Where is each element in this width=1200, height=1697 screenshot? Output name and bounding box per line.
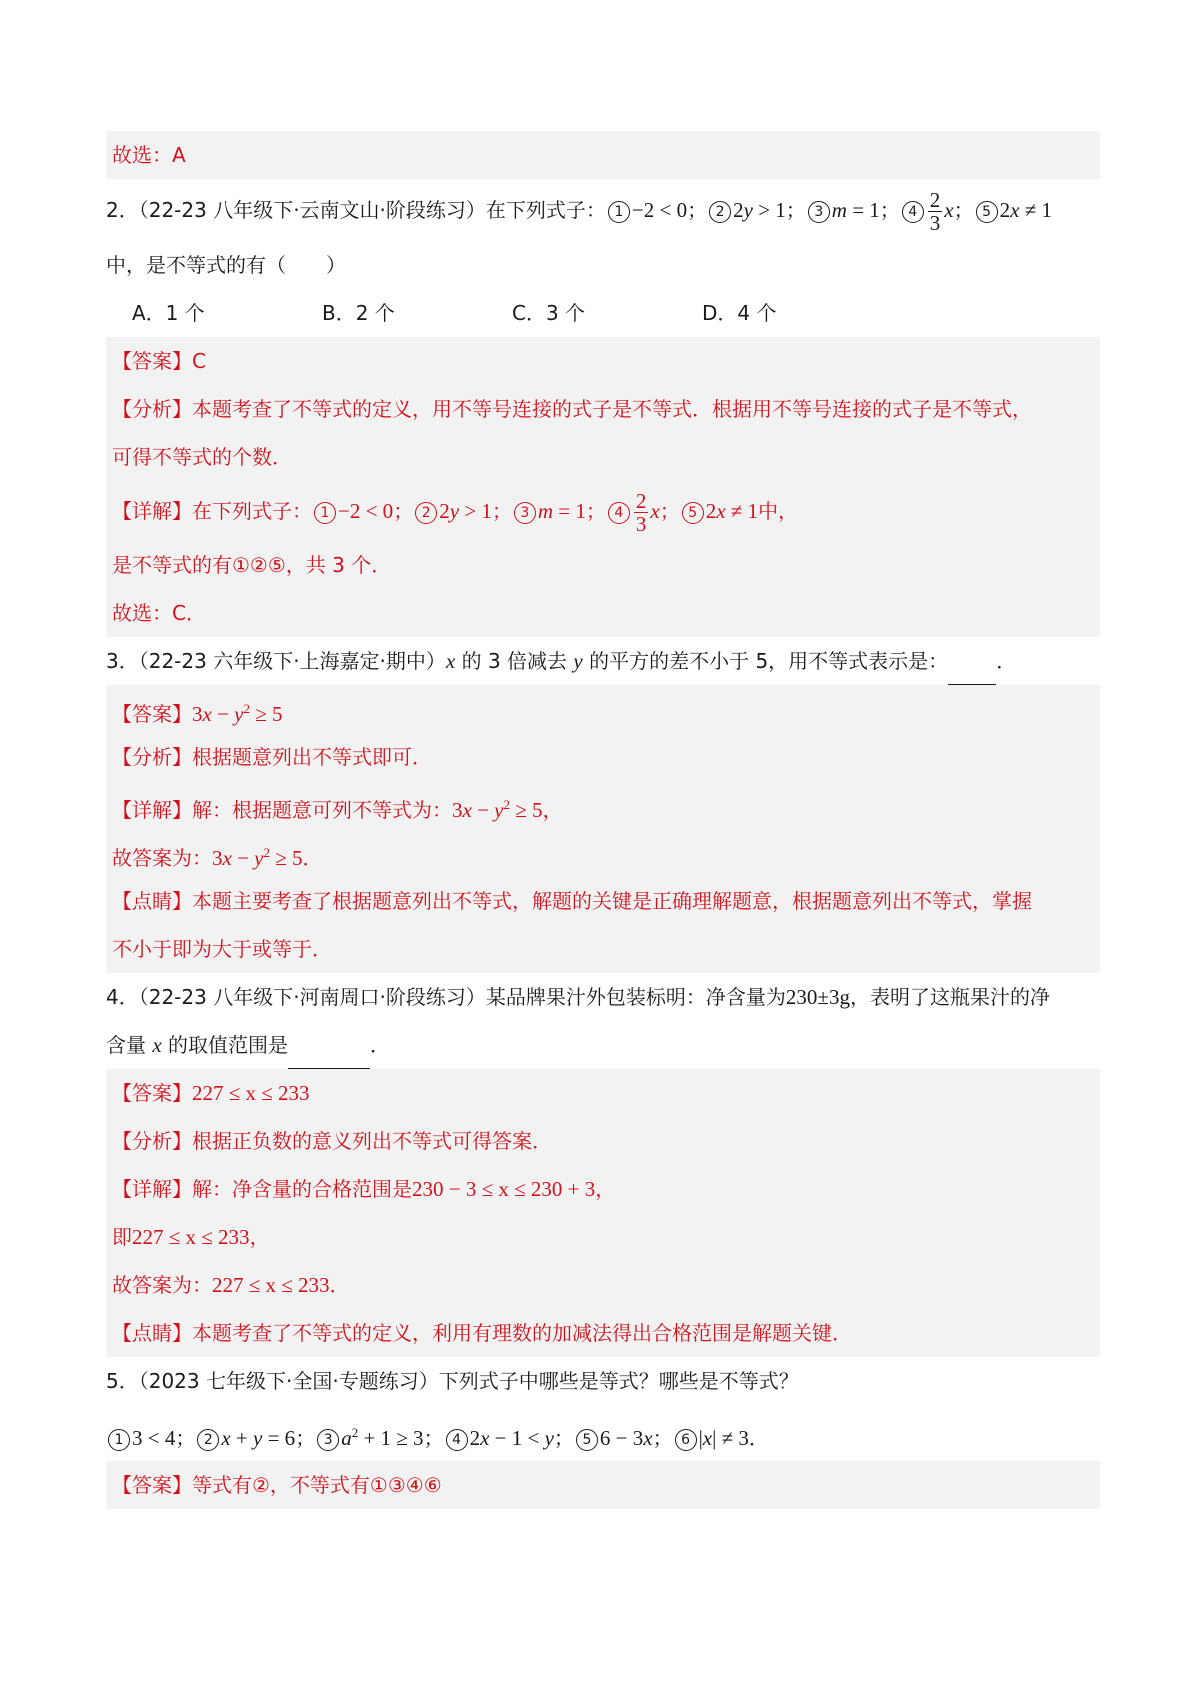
q3-stem: 3．（22-23 六年级下·上海嘉定·期中）x 的 3 倍减去 y 的平方的差不小于 5，用不等式表示是： ． xyxy=(106,637,1100,685)
q3-solution-box xyxy=(106,685,1100,973)
document-page xyxy=(106,0,1100,1509)
q5-solution-box xyxy=(106,1461,1100,1509)
q3-detail: 【详解】解：根据题意可列不等式为：$3x - y^2 \ge 5$， xyxy=(112,797,563,822)
q3-comment: 【点睛】本题主要考查了根据题意列出不等式，解题的关键是正确理解题意，根据题意列出不等式，掌握 xyxy=(112,889,1032,913)
q4-conclusion: 故答案为：227 ≤ x ≤ 233． xyxy=(112,1273,350,1297)
q5-expressions: 1 3 < 4； 2 x + y = 6； 3 $a^2 + 1 \ge 3$； 4 2x − 1 < y； 5 6 − 3x； 6 |x| ≠ 3． xyxy=(106,1405,1100,1461)
q2-detail: 【详解】在下列式子： 1 −2 < 0； 2 2y > 1； 3 m = 1； 4 $\frac{2}{3}$ x； 5 2x ≠ 1中， xyxy=(112,489,799,536)
q2-options xyxy=(106,289,1100,337)
q1-answer-box xyxy=(106,131,1100,179)
q4-analysis: 【分析】根据正负数的意义列出不等式可得答案． xyxy=(112,1129,552,1153)
q4-stem-line2: 含量 x 的取值范围是 ． xyxy=(106,1021,1100,1069)
q2-answer: 【答案】C xyxy=(112,349,206,373)
q3-conclusion: 故答案为：$3x - y^2 \ge 5$． xyxy=(112,845,323,870)
q5-stem: 5．（2023 七年级下·全国·专题练习）下列式子中哪些是等式？哪些是不等式？ xyxy=(106,1369,799,1393)
q4-detail: 【详解】解：净含量的合格范围是230 − 3 ≤ x ≤ 230 + 3， xyxy=(112,1177,616,1201)
q1-final-choice: 故选：A xyxy=(112,143,186,167)
q4-answer: 【答案】227 ≤ x ≤ 233 xyxy=(112,1081,310,1105)
q4-detail-cont: 即227 ≤ x ≤ 233， xyxy=(112,1225,270,1249)
q5-answer: 【答案】等式有②，不等式有①③④⑥ xyxy=(112,1473,442,1497)
q4-comment: 【点睛】本题考查了不等式的定义，利用有理数的加减法得出合格范围是解题关键． xyxy=(112,1321,852,1345)
q2-analysis: 【分析】本题考查了不等式的定义，用不等号连接的式子是不等式．根据用不等号连接的式子是不等式， xyxy=(112,397,1032,421)
q2-final-choice: 故选：C． xyxy=(112,601,206,625)
q2-solution-box xyxy=(106,337,1100,637)
q2-stem-prefix: 2．（22-23 八年级下·云南文山·阶段练习）在下列式子： xyxy=(106,198,606,222)
q2-option-a: A．1 个 xyxy=(132,301,205,325)
q2-stem-line2: 中，是不等式的有（ ） xyxy=(106,253,346,277)
q4-solution-box xyxy=(106,1069,1100,1357)
q2-option-c: C．3 个 xyxy=(512,301,586,325)
q2-option-b: B．2 个 xyxy=(322,301,395,325)
q2-analysis-cont: 可得不等式的个数． xyxy=(112,445,292,469)
q2-detail-cont: 是不等式的有①②⑤，共 3 个． xyxy=(112,553,392,577)
q3-analysis: 【分析】根据题意列出不等式即可． xyxy=(112,745,432,769)
q4-stem-line1: 4．（22-23 八年级下·河南周口·阶段练习）某品牌果汁外包装标明：净含量为230±3g，表明了这瓶果汁的净 xyxy=(106,985,1050,1009)
q3-comment-cont: 不小于即为大于或等于． xyxy=(112,937,332,961)
q2-option-d: D．4 个 xyxy=(702,301,777,325)
q3-answer: 【答案】$3x - y^2 \ge 5$ xyxy=(112,701,283,726)
q2-stem-line1: 2．（22-23 八年级下·云南文山·阶段练习）在下列式子： 1 −2 < 0； 2 2y > 1； 3 m = 1； 4 $\frac{2}{3}$ x； 5 2x ≠ 1 xyxy=(106,188,1052,235)
